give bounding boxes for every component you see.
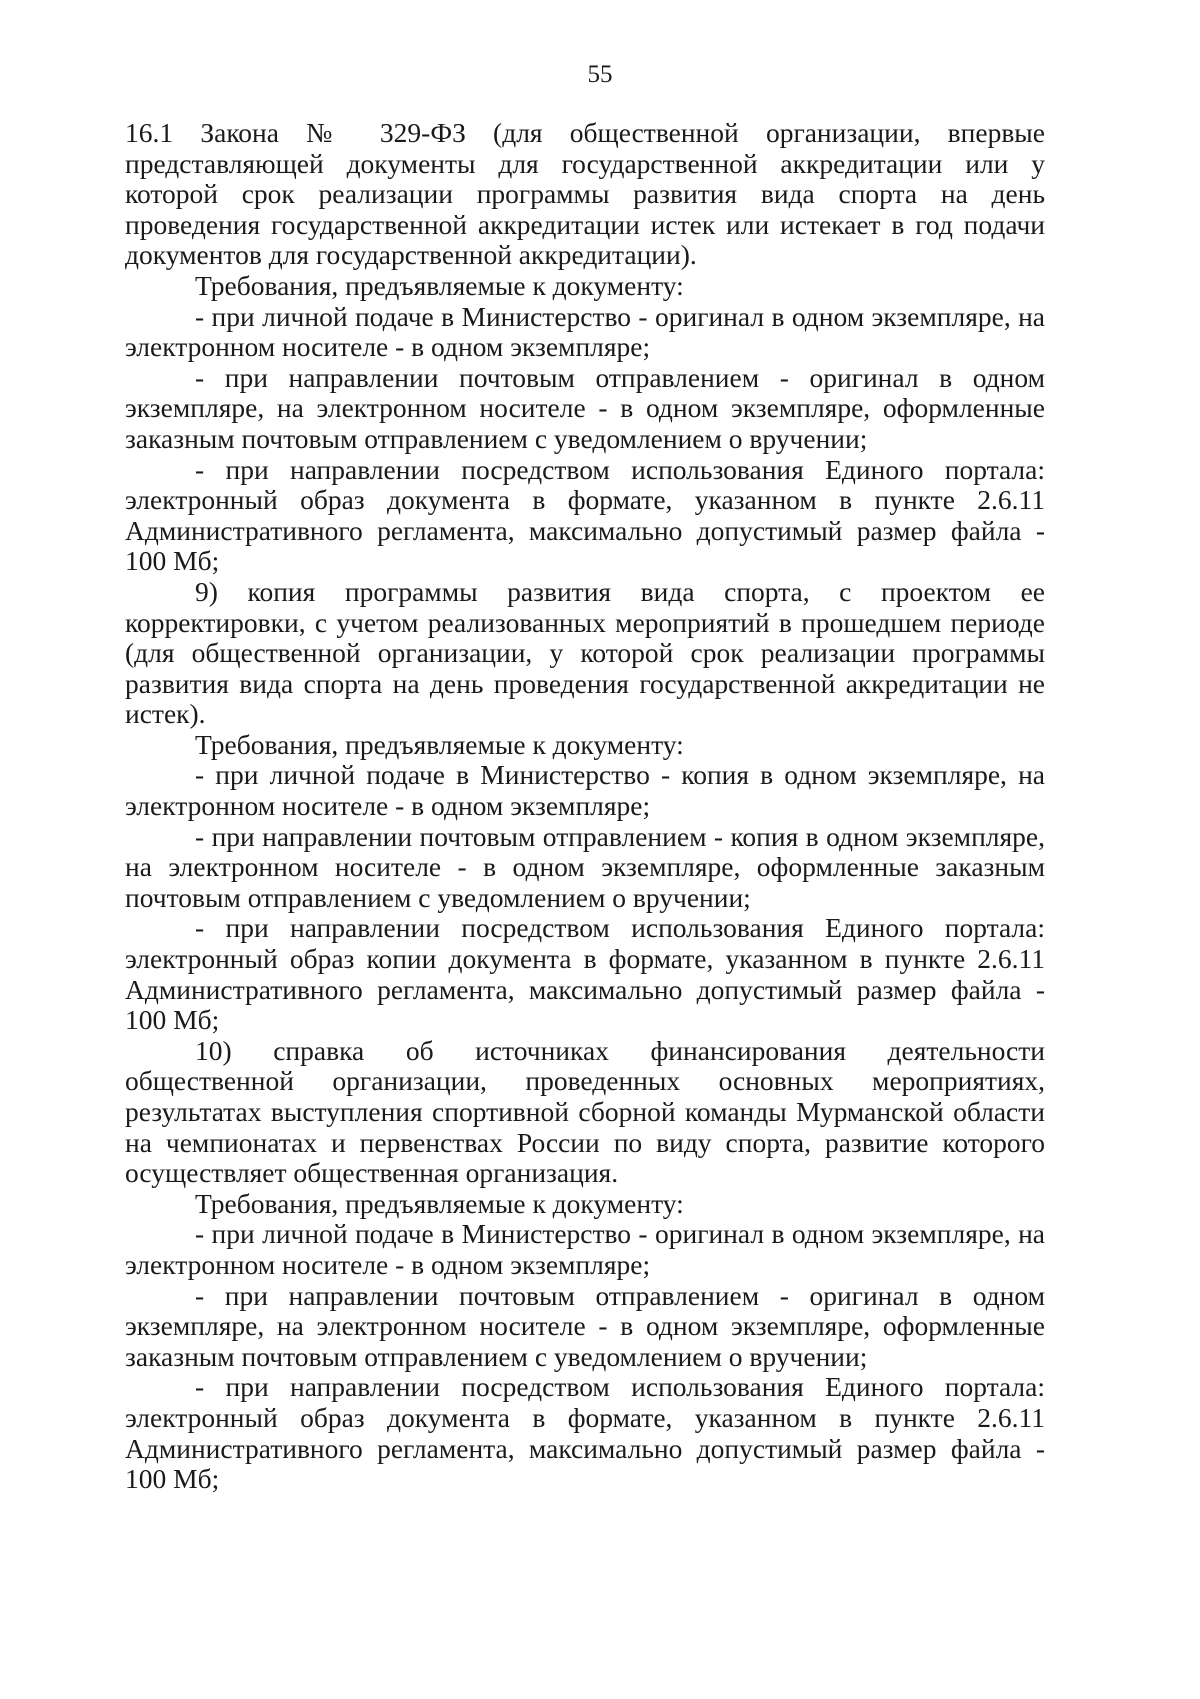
- requirement-in-person: - при личной подаче в Министерство - оригинал в одном экземпляре, на электронном носителе - в одном экземпляре;: [125, 300, 1045, 363]
- requirements-heading: Требования, предъявляемые к документу:: [195, 269, 684, 301]
- requirement-portal: - при направлении посредством использования Единого портала: электронный образ документа в формате, указанном в пункте 2.6.11 Административного регламента, максимально допустимый размер файла - 100 Мб;: [125, 453, 1045, 577]
- item-9-program-copy: 9) копия программы развития вида спорта, с проектом ее корректировки, с учетом реализованных мероприятий в прошедшем периоде (для общественной организации, у которой срок реализации программы развития вида спорта на день проведения государственной аккредитации не истек).: [125, 575, 1045, 730]
- requirement-portal: - при направлении посредством использования Единого портала: электронный образ документа в формате, указанном в пункте 2.6.11 Административного регламента, максимально допустимый размер файла - 100 Мб;: [125, 1371, 1045, 1495]
- page-number: 55: [587, 61, 613, 88]
- requirement-in-person: - при личной подаче в Министерство - оригинал в одном экземпляре, на электронном носителе - в одном экземпляре;: [125, 1218, 1045, 1280]
- requirement-by-post: - при направлении почтовым отправлением - оригинал в одном экземпляре, на электронном носителе - в одном экземпляре, оформленные заказным почтовым отправлением с уведомлением о вручении;: [125, 1279, 1045, 1372]
- item-10-funding-certificate: 10) справка об источниках финансирования деятельности общественной организации, проведенных основных мероприятиях, результатах выступления спортивной сборной команды Мурманской области на чемпионатах и первенствах России по виду спорта, развитие которого осуществляет общественная организация.: [125, 1034, 1045, 1189]
- requirements-heading: Требования, предъявляемые к документу:: [195, 728, 684, 760]
- requirement-by-post: - при направлении почтовым отправлением - копия в одном экземпляре, на электронном носителе - в одном экземпляре, оформленные заказным почтовым отправлением с уведомлением о вручении;: [125, 820, 1045, 913]
- document-body: [125, 118, 1045, 1495]
- requirement-by-post: - при направлении почтовым отправлением - оригинал в одном экземпляре, на электронном носителе - в одном экземпляре, оформленные заказным почтовым отправлением с уведомлением о вручении;: [125, 361, 1045, 454]
- requirement-portal: - при направлении посредством использования Единого портала: электронный образ копии документа в формате, указанном в пункте 2.6.11 Административного регламента, максимально допустимый размер файла - 100 Мб;: [125, 912, 1045, 1036]
- paragraph-law-reference: 16.1 Закона № 329-ФЗ (для общественной организации, впервые представляющей документы для государственной аккредитации или у которой срок реализации программы развития вида спорта на день проведения государственной аккредитации истек или истекает в год подачи документов для государственной аккредитации).: [125, 117, 1045, 271]
- requirement-in-person: - при личной подаче в Министерство - копия в одном экземпляре, на электронном носителе - в одном экземпляре;: [125, 759, 1045, 822]
- requirements-heading: Требования, предъявляемые к документу:: [195, 1187, 684, 1219]
